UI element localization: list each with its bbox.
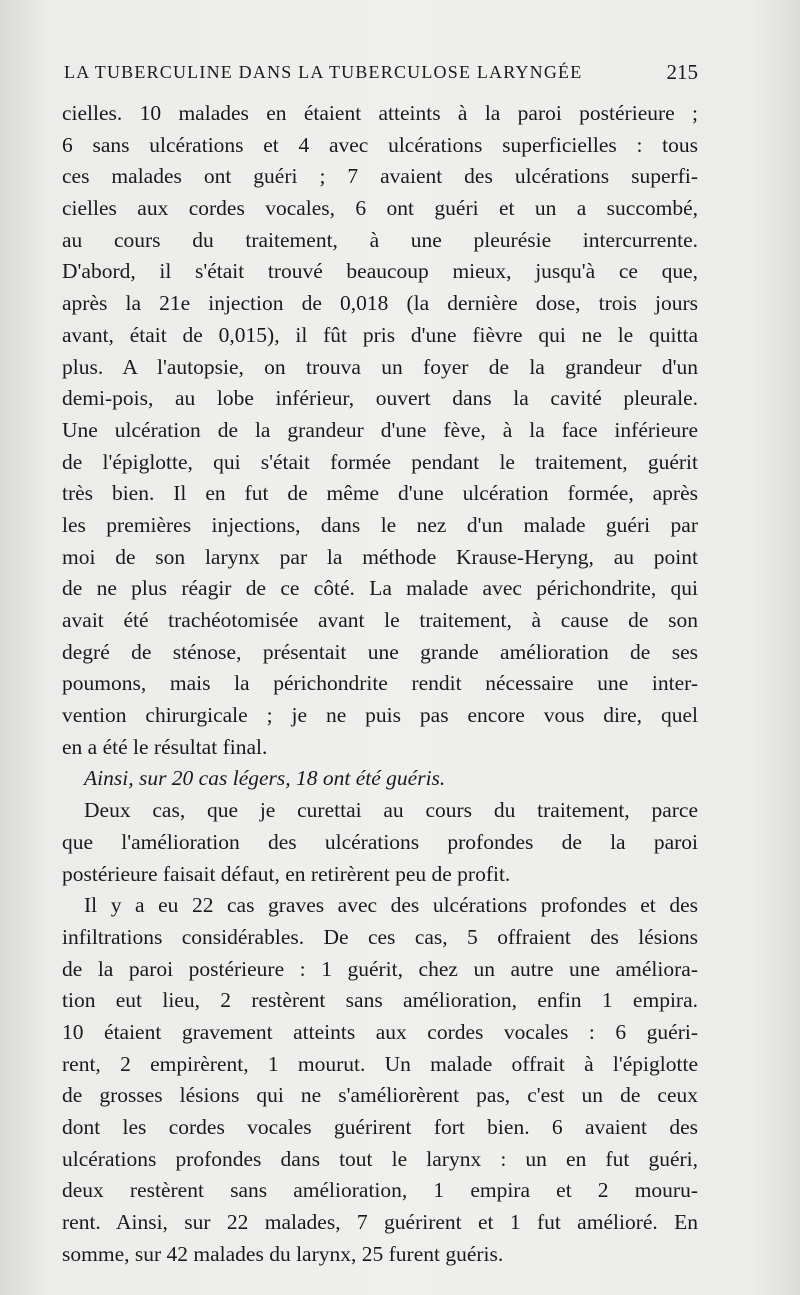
text-line: de ne plus réagir de ce côté. La malade avec périchondrite, qui (62, 576, 698, 601)
text-line: rent. Ainsi, sur 22 malades, 7 guérirent et 1 fut amélioré. En (62, 1210, 698, 1235)
text-line: de la paroi postérieure : 1 guérit, chez un autre une améliora- (62, 956, 698, 981)
text-line: postérieure faisait défaut, en retirèrent peu de profit. (62, 861, 511, 886)
text-line: avait été trachéotomisée avant le traitement, à cause de son (62, 608, 698, 632)
text-line: cielles. 10 malades en étaient atteints à la paroi postérieure ; (62, 101, 698, 125)
text-line: au cours du traitement, à une pleurésie intercurrente. (62, 227, 698, 252)
text-line: demi-pois, au lobe inférieur, ouvert dans la cavité pleurale. (62, 386, 698, 411)
text-line: Une ulcération de la grandeur d'une fève, à la face inférieure (62, 417, 698, 442)
text-line: somme, sur 42 malades du larynx, 25 furent guéris. (62, 1241, 504, 1266)
text-line: infiltrations considérables. De ces cas, 5 offraient des lésions (62, 924, 698, 949)
text-line: 10 étaient gravement atteints aux cordes vocales : 6 guéri- (62, 1019, 698, 1044)
summary-line: Ainsi, sur 20 cas légers, 18 ont été guéris. (84, 766, 446, 791)
text-line: tion eut lieu, 2 restèrent sans amélioration, enfin 1 empira. (62, 988, 698, 1013)
text-line: plus. A l'autopsie, on trouva un foyer de la grandeur d'un (62, 354, 698, 379)
text-line: 6 sans ulcérations et 4 avec ulcérations superficielles : tous (62, 132, 698, 157)
text-line: en a été le résultat final. (62, 734, 268, 759)
running-title: LA TUBERCULINE DANS LA TUBERCULOSE LARYNGÉE (64, 62, 583, 82)
text-line: degré de sténose, présentait une grande amélioration de ses (62, 639, 698, 664)
text-line: D'abord, il s'était trouvé beaucoup mieux, jusqu'à ce que, (62, 259, 698, 284)
text-line: ulcérations profondes dans tout le larynx : un en fut guéri, (62, 1146, 698, 1171)
text-line: Deux cas, que je curettai au cours du traitement, parce (84, 798, 698, 823)
text-line: poumons, mais la périchondrite rendit nécessaire une inter- (62, 671, 698, 696)
running-header (64, 62, 698, 92)
text-line: que l'amélioration des ulcérations profondes de la paroi (62, 829, 698, 854)
text-line: avant, était de 0,015), il fût pris d'une fièvre qui ne le quitta (62, 322, 698, 347)
text-line: ces malades ont guéri ; 7 avaient des ulcérations superfi- (62, 164, 698, 189)
text-line: après la 21e injection de 0,018 (la dernière dose, trois jours (62, 291, 698, 316)
text-line: les premières injections, dans le nez d'un malade guéri par (62, 512, 698, 537)
text-line: de l'épiglotte, qui s'était formée pendant le traitement, guérit (62, 449, 698, 474)
text-line: très bien. Il en fut de même d'une ulcération formée, après (62, 481, 698, 506)
text-line: deux restèrent sans amélioration, 1 empira et 2 mouru- (62, 1178, 698, 1203)
text-line: dont les cordes vocales guérirent fort bien. 6 avaient des (62, 1115, 698, 1139)
text-line: de grosses lésions qui ne s'améliorèrent pas, c'est un de ceux (62, 1083, 698, 1108)
text-line: cielles aux cordes vocales, 6 ont guéri et un a succombé, (62, 196, 698, 221)
text-line: moi de son larynx par la méthode Krause-Heryng, au point (62, 544, 698, 569)
text-line: rent, 2 empirèrent, 1 mourut. Un malade offrait à l'épiglotte (62, 1051, 698, 1076)
body-text (62, 98, 698, 1270)
page-number: 215 (666, 60, 698, 84)
text-line: vention chirurgicale ; je ne puis pas encore vous dire, quel (62, 703, 698, 728)
text-line: Il y a eu 22 cas graves avec des ulcérations profondes et des (84, 893, 698, 918)
